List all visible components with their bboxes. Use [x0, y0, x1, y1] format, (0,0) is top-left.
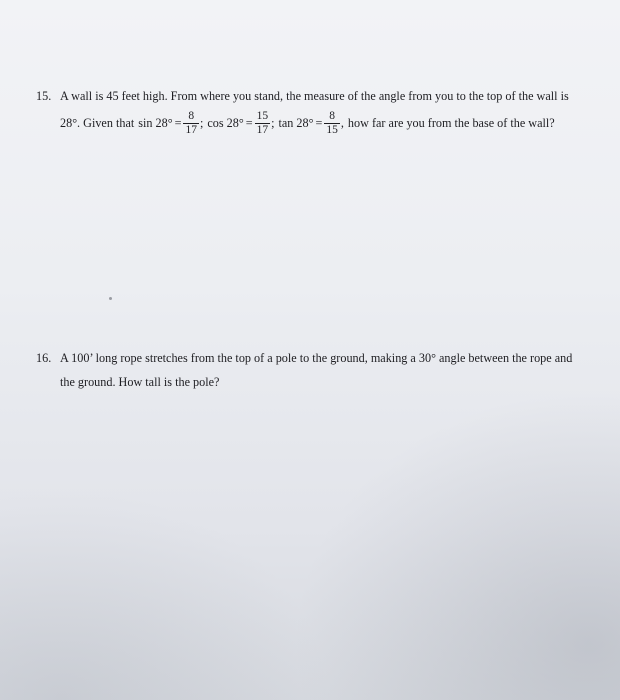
- separator: ;: [271, 115, 275, 130]
- tan-denominator: 15: [326, 123, 338, 136]
- problem-15-number: 15.: [36, 89, 52, 103]
- sin-label: sin 28°: [138, 115, 173, 130]
- problem-16-line-2: [36, 374, 596, 390]
- separator: ,: [340, 115, 344, 130]
- tan-fraction: [324, 110, 340, 135]
- problem-16-question: the ground. How tall is the pole?: [60, 375, 220, 390]
- sin-numerator: 8: [188, 110, 195, 123]
- cos-fraction: [255, 110, 271, 135]
- problem-16-number: 16.: [36, 351, 52, 365]
- separator: ;: [199, 115, 204, 130]
- tan-numerator: 8: [329, 110, 335, 123]
- problem-15: [36, 88, 596, 136]
- paper-smudge: [109, 297, 112, 300]
- cos-numerator: 15: [256, 110, 269, 123]
- problem-15-line-1: [36, 88, 596, 104]
- equals-sign: =: [174, 115, 182, 130]
- problem-15-statement: A wall is 45 feet high. From where you stand, the measure of the angle from you to the top of the wall is: [60, 89, 569, 103]
- tan-label: tan 28°: [278, 115, 314, 130]
- equals-sign: =: [245, 115, 253, 130]
- angle-given-text: 28°. Given that: [60, 115, 135, 130]
- equals-sign: =: [315, 115, 323, 130]
- sin-denominator: 17: [185, 123, 197, 136]
- cos-label: cos 28°: [207, 115, 244, 130]
- cos-denominator: 17: [256, 123, 269, 136]
- problem-16: [36, 350, 596, 391]
- sin-fraction: [183, 110, 199, 135]
- problem-15-question: how far are you from the base of the wall?: [347, 115, 555, 130]
- problem-16-line-1: [36, 350, 596, 366]
- problem-16-statement: A 100’ long rope stretches from the top of a pole to the ground, making a 30° angle between the rope and: [60, 351, 573, 365]
- problem-15-line-2: [36, 110, 596, 135]
